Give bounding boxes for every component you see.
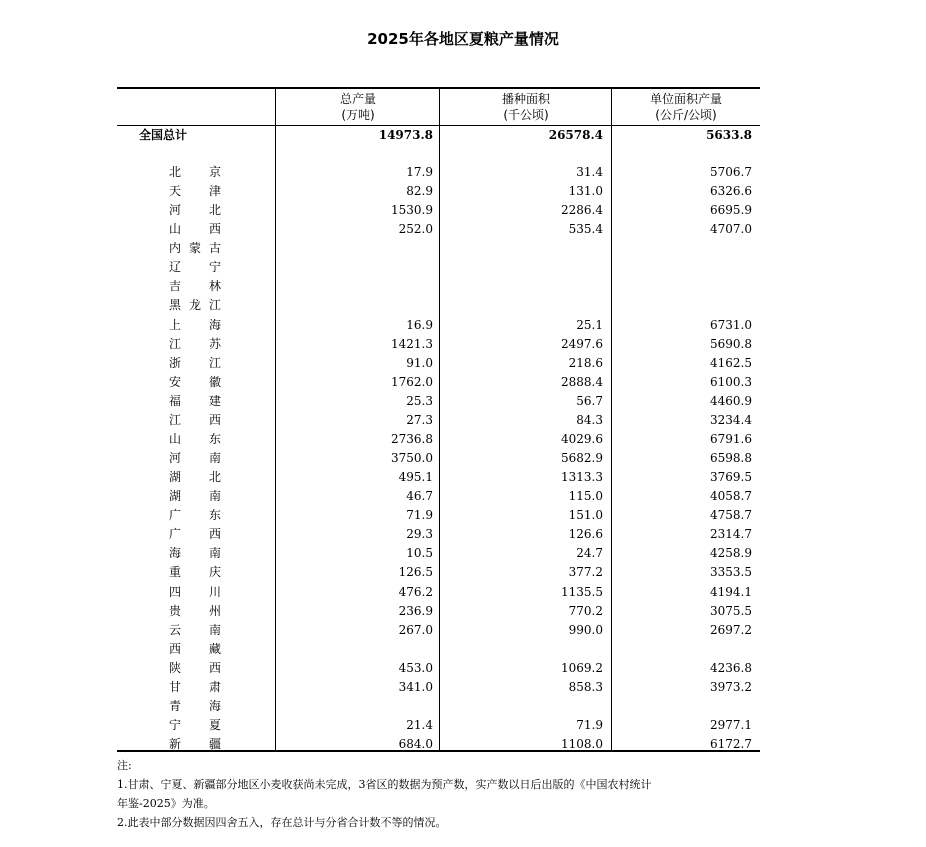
table-row xyxy=(117,544,760,563)
region-char: 南 xyxy=(208,451,221,466)
header-unit: (万吨) xyxy=(341,108,375,122)
yield-cell: 6172.7 xyxy=(710,737,752,752)
yield-cell: 2977.1 xyxy=(710,718,752,733)
region-char: 江 xyxy=(208,298,221,313)
region-char: 江 xyxy=(169,336,182,351)
region-char: 宁 xyxy=(208,260,221,275)
output-cell: 3750.0 xyxy=(391,451,433,466)
total-row xyxy=(117,126,760,145)
region-char: 西 xyxy=(208,660,221,675)
sown-area-cell: 990.0 xyxy=(568,622,603,637)
region-name xyxy=(169,258,221,277)
region-name xyxy=(169,487,221,506)
region-char: 福 xyxy=(169,393,182,408)
region-char: 上 xyxy=(169,317,182,332)
region-char: 天 xyxy=(169,184,182,199)
note-line: 年鉴-2025》为准。 xyxy=(117,797,215,810)
table-row xyxy=(117,163,760,182)
region-char: 东 xyxy=(208,431,221,446)
region-name xyxy=(169,392,221,411)
table-row xyxy=(117,583,760,602)
total-label: 全国总计 xyxy=(139,128,188,142)
yield-cell: 3075.5 xyxy=(710,603,752,618)
region-char: 林 xyxy=(208,279,221,294)
region-char: 江 xyxy=(208,355,221,370)
output-cell: 476.2 xyxy=(398,584,433,599)
output-cell: 1421.3 xyxy=(391,336,433,351)
region-char: 西 xyxy=(169,641,182,656)
header-sown-area xyxy=(440,91,612,123)
region-char: 江 xyxy=(169,412,182,427)
table-row xyxy=(117,621,760,640)
region-name xyxy=(169,563,221,582)
region-name xyxy=(169,354,221,373)
region-char: 徽 xyxy=(208,374,221,389)
sown-area-cell: 56.7 xyxy=(576,393,603,408)
region-char: 广 xyxy=(169,527,182,542)
output-cell: 46.7 xyxy=(406,489,433,504)
region-char: 夏 xyxy=(208,718,221,733)
region-char: 西 xyxy=(208,222,221,237)
sown-area-cell: 1069.2 xyxy=(561,660,603,675)
table-row xyxy=(117,678,760,697)
sown-area-cell: 1108.0 xyxy=(561,737,603,752)
table-row xyxy=(117,182,760,201)
sown-area-cell: 377.2 xyxy=(568,565,603,580)
yield-cell: 4258.9 xyxy=(710,546,752,561)
region-char: 海 xyxy=(208,698,221,713)
output-cell: 1762.0 xyxy=(391,374,433,389)
sown-area-cell: 2888.4 xyxy=(561,374,603,389)
output-cell: 16.9 xyxy=(406,317,433,332)
region-char: 贵 xyxy=(169,603,182,618)
region-name xyxy=(169,220,221,239)
region-char: 陕 xyxy=(169,660,182,675)
table-row xyxy=(117,697,760,716)
region-char: 吉 xyxy=(169,279,182,294)
output-cell: 91.0 xyxy=(406,355,433,370)
region-char: 州 xyxy=(208,603,221,618)
region-char: 南 xyxy=(208,546,221,561)
yield-cell: 5706.7 xyxy=(710,165,752,179)
region-name xyxy=(169,411,221,430)
region-name xyxy=(169,201,221,220)
table-row xyxy=(117,392,760,411)
table-row xyxy=(117,525,760,544)
region-name xyxy=(169,449,221,468)
sown-area-cell: 71.9 xyxy=(576,718,603,733)
region-char: 海 xyxy=(169,546,182,561)
region-name xyxy=(169,583,221,602)
table-row xyxy=(117,449,760,468)
region-char: 古 xyxy=(208,241,221,256)
region-char: 重 xyxy=(169,565,182,580)
region-char: 湖 xyxy=(169,489,182,504)
region-char: 辽 xyxy=(169,260,182,275)
region-char: 浙 xyxy=(169,355,182,370)
region-name xyxy=(169,640,221,659)
region-char: 西 xyxy=(208,412,221,427)
header-label: 播种面积 xyxy=(501,92,550,106)
region-char: 甘 xyxy=(169,679,182,694)
output-cell: 252.0 xyxy=(398,222,433,237)
region-name xyxy=(169,239,221,258)
sown-area-cell: 24.7 xyxy=(576,546,603,561)
output-cell: 495.1 xyxy=(398,470,433,485)
sown-area-cell: 126.6 xyxy=(568,527,603,542)
region-char: 藏 xyxy=(208,641,221,656)
output-cell: 10.5 xyxy=(406,546,433,561)
region-char: 庆 xyxy=(208,565,221,580)
region-char: 山 xyxy=(169,431,182,446)
table-row xyxy=(117,735,760,754)
output-cell: 126.5 xyxy=(398,565,433,580)
region-char: 河 xyxy=(169,203,182,218)
header-label: 总产量 xyxy=(339,92,376,106)
region-char: 新 xyxy=(169,737,182,752)
yield-cell: 6791.6 xyxy=(710,431,752,446)
yield-cell: 3353.5 xyxy=(710,565,752,580)
region-char: 西 xyxy=(208,527,221,542)
region-char: 京 xyxy=(208,165,221,179)
region-char: 青 xyxy=(169,698,182,713)
region-char: 建 xyxy=(208,393,221,408)
total-yield: 5633.8 xyxy=(706,128,752,142)
sown-area-cell: 4029.6 xyxy=(561,431,603,446)
header-yield xyxy=(612,91,760,123)
region-char: 东 xyxy=(208,508,221,523)
sown-area-cell: 115.0 xyxy=(568,489,603,504)
table-row xyxy=(117,220,760,239)
region-name xyxy=(169,277,221,296)
table-row xyxy=(117,659,760,678)
sown-area-cell: 84.3 xyxy=(576,412,603,427)
table-row xyxy=(117,373,760,392)
region-name xyxy=(169,659,221,678)
table-row xyxy=(117,296,760,315)
region-name xyxy=(169,544,221,563)
table-row xyxy=(117,640,760,659)
yield-cell: 4707.0 xyxy=(710,222,752,237)
sown-area-cell: 1135.5 xyxy=(561,584,603,599)
table-row xyxy=(117,239,760,258)
yield-cell: 2314.7 xyxy=(710,527,752,542)
yield-cell: 6100.3 xyxy=(710,374,752,389)
note-line: 2.此表中部分数据因四舍五入，存在总计与分省合计数不等的情况。 xyxy=(117,816,447,829)
note-line: 1.甘肃、宁夏、新疆部分地区小麦收获尚未完成，3省区的数据为预产数，实产数以日后出版的《中国农村统计 xyxy=(117,778,652,791)
region-char: 广 xyxy=(169,508,182,523)
region-char: 山 xyxy=(169,222,182,237)
output-cell: 17.9 xyxy=(406,165,433,179)
output-cell: 236.9 xyxy=(398,603,433,618)
region-char: 苏 xyxy=(208,336,221,351)
region-char: 北 xyxy=(208,470,221,485)
region-name xyxy=(169,468,221,487)
table-row xyxy=(117,487,760,506)
region-char: 黑 xyxy=(169,298,182,313)
region-name xyxy=(169,735,221,754)
yield-cell: 5690.8 xyxy=(710,336,752,351)
sown-area-cell: 535.4 xyxy=(568,222,603,237)
region-char: 津 xyxy=(208,184,221,199)
yield-cell: 6731.0 xyxy=(710,317,752,332)
sown-area-cell: 218.6 xyxy=(568,355,603,370)
yield-cell: 4236.8 xyxy=(710,660,752,675)
sown-area-cell: 151.0 xyxy=(568,508,603,523)
sown-area-cell: 31.4 xyxy=(576,165,603,179)
region-char: 南 xyxy=(208,622,221,637)
region-name xyxy=(169,182,221,201)
output-cell: 27.3 xyxy=(406,412,433,427)
yield-cell: 3234.4 xyxy=(710,412,752,427)
region-char: 疆 xyxy=(208,737,221,752)
sown-area-cell: 858.3 xyxy=(568,679,603,694)
region-char: 北 xyxy=(169,165,182,179)
region-name xyxy=(169,296,221,315)
region-name xyxy=(169,163,221,182)
region-name xyxy=(169,316,221,335)
region-char: 北 xyxy=(208,203,221,218)
region-name xyxy=(169,506,221,525)
region-name xyxy=(169,678,221,697)
output-cell: 453.0 xyxy=(398,660,433,675)
yield-cell: 6598.8 xyxy=(710,451,752,466)
table-row xyxy=(117,430,760,449)
notes-heading: 注: xyxy=(117,759,132,772)
region-char: 海 xyxy=(208,317,221,332)
table-row xyxy=(117,354,760,373)
yield-cell: 4194.1 xyxy=(710,584,752,599)
output-cell: 71.9 xyxy=(406,508,433,523)
region-name xyxy=(169,373,221,392)
output-cell: 684.0 xyxy=(398,737,433,752)
region-char: 龙 xyxy=(188,298,201,313)
sown-area-cell: 2286.4 xyxy=(561,203,603,218)
yield-cell: 4460.9 xyxy=(710,393,752,408)
region-name xyxy=(169,602,221,621)
total-output: 14973.8 xyxy=(378,128,433,142)
yield-cell: 2697.2 xyxy=(710,622,752,637)
table-row xyxy=(117,411,760,430)
region-char: 云 xyxy=(169,622,182,637)
yield-cell: 3973.2 xyxy=(710,679,752,694)
region-char: 四 xyxy=(169,584,182,599)
output-cell: 21.4 xyxy=(406,718,433,733)
sown-area-cell: 2497.6 xyxy=(561,336,603,351)
region-name xyxy=(169,697,221,716)
header-label: 单位面积产量 xyxy=(649,92,722,106)
sown-area-cell: 131.0 xyxy=(568,184,603,199)
output-cell: 267.0 xyxy=(398,622,433,637)
region-char: 川 xyxy=(208,584,221,599)
table-row xyxy=(117,602,760,621)
output-cell: 341.0 xyxy=(398,679,433,694)
region-name xyxy=(169,716,221,735)
region-char: 宁 xyxy=(169,718,182,733)
header-unit: (公斤/公顷) xyxy=(655,108,717,122)
table-row xyxy=(117,468,760,487)
table-row xyxy=(117,258,760,277)
yield-cell: 6695.9 xyxy=(710,203,752,218)
region-char: 肃 xyxy=(208,679,221,694)
sown-area-cell: 25.1 xyxy=(576,317,603,332)
yield-cell: 4162.5 xyxy=(710,355,752,370)
output-cell: 1530.9 xyxy=(391,203,433,218)
yield-cell: 4058.7 xyxy=(710,489,752,504)
region-char: 湖 xyxy=(169,470,182,485)
region-name xyxy=(169,621,221,640)
sown-area-cell: 5682.9 xyxy=(561,451,603,466)
output-cell: 29.3 xyxy=(406,527,433,542)
output-cell: 25.3 xyxy=(406,393,433,408)
sown-area-cell: 770.2 xyxy=(568,603,603,618)
table-row xyxy=(117,716,760,735)
region-char: 安 xyxy=(169,374,182,389)
table-row xyxy=(117,277,760,296)
table-row xyxy=(117,506,760,525)
notes xyxy=(117,756,767,832)
table-row xyxy=(117,201,760,220)
output-cell: 2736.8 xyxy=(391,431,433,446)
table-row xyxy=(117,563,760,582)
table-row xyxy=(117,335,760,354)
region-name xyxy=(169,335,221,354)
page-title: 2025年各地区夏粮产量情况 xyxy=(367,30,559,48)
sown-area-cell: 1313.3 xyxy=(561,470,603,485)
total-sown-area: 26578.4 xyxy=(548,128,603,142)
output-cell: 82.9 xyxy=(406,184,433,199)
region-name xyxy=(169,430,221,449)
region-char: 南 xyxy=(208,489,221,504)
region-char: 蒙 xyxy=(188,241,201,256)
yield-cell: 6326.6 xyxy=(710,184,752,199)
region-name xyxy=(169,525,221,544)
header-unit: (千公顷) xyxy=(503,108,549,122)
yield-cell: 3769.5 xyxy=(710,470,752,485)
table-row xyxy=(117,316,760,335)
region-char: 内 xyxy=(169,241,182,256)
yield-cell: 4758.7 xyxy=(710,508,752,523)
region-char: 河 xyxy=(169,451,182,466)
header-total-output xyxy=(276,91,440,123)
